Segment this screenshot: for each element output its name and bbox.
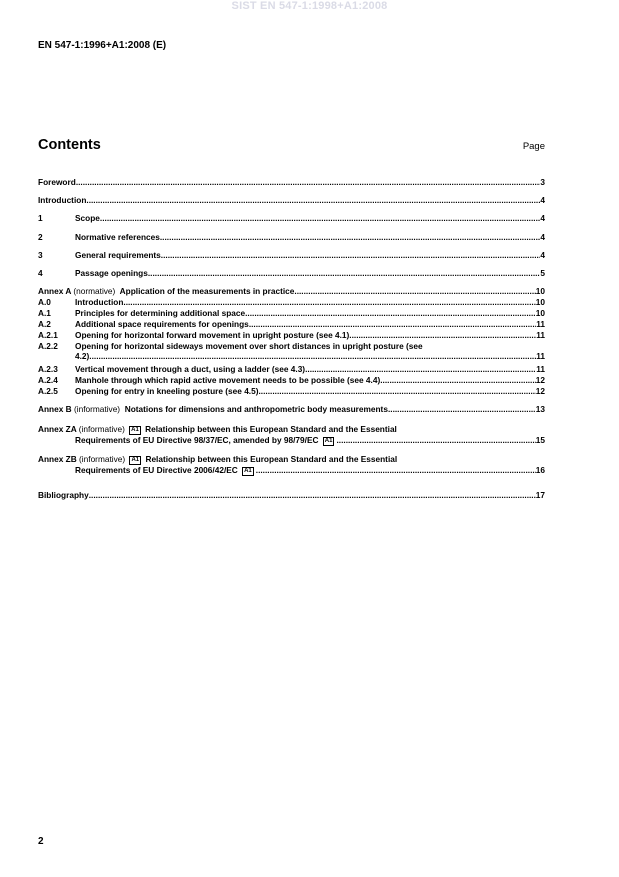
document-id: EN 547-1:1996+A1:2008 (E)	[38, 40, 167, 51]
toc-entry-normative-references[interactable]	[38, 232, 545, 242]
toc-page: 11	[536, 319, 545, 329]
toc-number: A.2.4	[38, 375, 58, 385]
toc-page: 3	[540, 177, 545, 187]
annex-prefix: Annex B	[38, 404, 72, 414]
toc-number: A.2	[38, 319, 51, 329]
toc-page: 13	[535, 404, 545, 414]
annex-type: (informative)	[78, 424, 125, 434]
leader-dots	[249, 319, 536, 329]
toc-page: 16	[535, 465, 545, 475]
leader-dots	[86, 195, 540, 205]
amendment-start-marker: A1	[131, 427, 139, 433]
toc-entry-scope[interactable]	[38, 213, 545, 223]
toc-label-continuation: 4.2)	[75, 351, 90, 361]
toc-label: Passage openings	[75, 268, 148, 278]
toc-entry-annex-b[interactable]	[38, 404, 545, 414]
leader-dots	[388, 404, 536, 414]
annex-type: (informative)	[73, 404, 121, 414]
contents-title: Contents	[38, 137, 101, 153]
toc-number: A.1	[38, 308, 51, 318]
leader-dots	[89, 351, 536, 361]
leader-dots	[123, 297, 535, 307]
toc-label: Scope	[75, 213, 100, 223]
page-number: 2	[38, 836, 44, 847]
toc-page: 12	[535, 386, 545, 396]
toc-page: 10	[535, 297, 545, 307]
toc-entry-foreword[interactable]	[38, 177, 545, 187]
toc-entry-passage-openings[interactable]	[38, 268, 545, 278]
toc-label-continuation: Requirements of EU Directive 98/37/EC, amended by 98/79/EC	[75, 435, 319, 445]
leader-dots	[259, 386, 536, 396]
toc-number: 1	[38, 213, 43, 223]
toc-label: Introduction	[75, 297, 124, 307]
toc-entry-general-requirements[interactable]	[38, 250, 545, 260]
toc-label: Introduction	[38, 195, 87, 205]
toc-entry-a21[interactable]	[38, 330, 545, 340]
toc-number: 2	[38, 232, 43, 242]
annex-type: (informative)	[79, 454, 126, 464]
watermark: SIST EN 547-1:1998+A1:2008	[231, 0, 388, 12]
leader-dots	[148, 268, 541, 278]
toc-label: Notations for dimensions and anthropometric body measurements	[124, 404, 388, 414]
toc-page: 4	[540, 250, 545, 260]
leader-dots	[89, 490, 536, 500]
annex-prefix: Annex ZB	[38, 454, 77, 464]
toc-label: Relationship between this European Standard and the Essential	[145, 454, 398, 464]
toc-page: 12	[535, 375, 545, 385]
leader-dots	[76, 177, 541, 187]
toc-number: A.2.5	[38, 386, 58, 396]
leader-dots	[305, 364, 536, 374]
annex-prefix: Annex A	[38, 286, 72, 296]
toc-label: Normative references	[75, 232, 160, 242]
leader-dots	[256, 465, 536, 475]
leader-dots	[245, 308, 536, 318]
toc-entry-annex-za[interactable]	[38, 424, 545, 444]
toc-entry-bibliography[interactable]	[38, 490, 545, 500]
toc-number: A.0	[38, 297, 51, 307]
toc-number: A.2.2	[38, 341, 58, 351]
leader-dots	[380, 375, 536, 385]
toc-page: 15	[535, 435, 545, 445]
toc-label: Additional space requirements for openings	[75, 319, 249, 329]
toc-entry-a1[interactable]	[38, 308, 545, 318]
toc-label: Manhole through which rapid active movement needs to be possible (see 4.4)	[75, 375, 381, 385]
amendment-end-marker: A1	[324, 438, 333, 444]
toc-label: Application of the measurements in practice	[119, 286, 295, 296]
leader-dots	[349, 330, 536, 340]
toc-page: 4	[540, 232, 545, 242]
leader-dots	[100, 213, 540, 223]
amendment-start-marker: A1	[131, 457, 140, 463]
toc-page: 11	[536, 351, 545, 361]
toc-entry-a25[interactable]	[38, 386, 545, 396]
toc-number: A.2.1	[38, 330, 58, 340]
toc-label: Opening for horizontal sideways movement over short distances in upright posture (see	[75, 341, 423, 351]
page-column-label: Page	[522, 141, 545, 152]
toc-number: 3	[38, 250, 43, 260]
toc-entry-a0[interactable]	[38, 297, 545, 307]
toc-label: Vertical movement through a duct, using a ladder (see 4.3)	[75, 364, 306, 374]
leader-dots	[294, 286, 535, 296]
leader-dots	[336, 435, 535, 445]
toc-page: 4	[540, 195, 545, 205]
annex-type: (normative)	[73, 286, 116, 296]
toc-page: 10	[535, 286, 545, 296]
toc-label: Opening for horizontal forward movement in upright posture (see 4.1)	[75, 330, 350, 340]
toc-label-continuation: Requirements of EU Directive 2006/42/EC	[75, 465, 238, 475]
toc-page: 4	[540, 213, 545, 223]
amendment-end-marker: A1	[244, 468, 252, 474]
leader-dots	[161, 250, 541, 260]
toc-entry-a24[interactable]	[38, 375, 545, 385]
toc-label: Foreword	[38, 177, 76, 187]
toc-label: Opening for entry in kneeling posture (see 4.5)	[75, 386, 259, 396]
toc-label: Relationship between this European Standard and the Essential	[145, 424, 397, 434]
leader-dots	[160, 232, 541, 242]
toc-page: 11	[536, 364, 545, 374]
toc-label: Principles for determining additional space	[75, 308, 246, 318]
toc-entry-annex-zb[interactable]	[38, 454, 545, 474]
annex-prefix: Annex ZA	[38, 424, 77, 434]
toc-number: 4	[38, 268, 43, 278]
toc-page: 5	[540, 268, 545, 278]
toc-label: Bibliography	[38, 490, 89, 500]
toc-entry-a23[interactable]	[38, 364, 545, 374]
toc-page: 17	[535, 490, 545, 500]
toc-entry-annex-a[interactable]	[38, 286, 545, 296]
toc-number: A.2.3	[38, 364, 58, 374]
toc-page: 10	[535, 308, 545, 318]
toc-entry-introduction[interactable]	[38, 195, 545, 205]
toc-label: General requirements	[75, 250, 161, 260]
toc-entry-a22[interactable]	[38, 341, 545, 361]
toc-entry-a2[interactable]	[38, 319, 545, 329]
toc-page: 11	[536, 330, 545, 340]
